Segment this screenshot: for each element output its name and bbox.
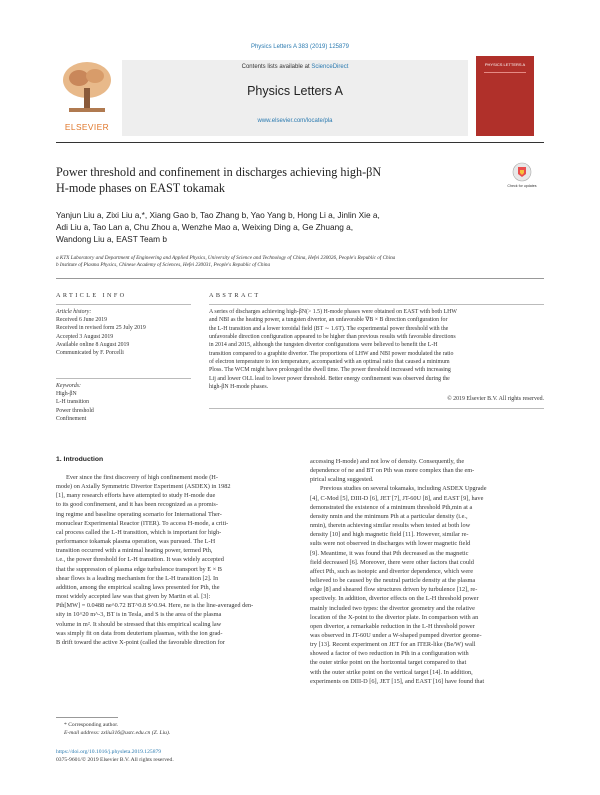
keyword-item: L-H transition (56, 399, 90, 406)
body-line: sults were not observed in discharges with lower magnetic field (310, 540, 471, 548)
doi-link[interactable]: https://doi.org/10.1016/j.physleta.2019.125879 (56, 749, 162, 755)
body-line: experiments on DIII-D [6], JET [15], and EAST [16] have found that (310, 677, 485, 685)
author-list (56, 209, 536, 245)
history-received: Received 6 June 2019 (56, 317, 108, 324)
body-line: performance tokamak plasma operation, was pursued. The L-H (56, 538, 216, 546)
keyword-item: Power threshold (56, 407, 94, 414)
abstract-line: high-βN H-mode phases. (209, 384, 269, 391)
body-line: mainly included two types: the divertor geometry and the relative (310, 604, 475, 612)
authors-line-3: Wandong Liu a, EAST Team b (56, 234, 167, 244)
footnotes (56, 721, 296, 737)
history-communicated: Communicated by F. Porcelli (56, 350, 124, 357)
affiliation-a: a KTX Laboratory and Department of Engineering and Applied Physics, University of Science and Technology of China, Hefei 230026, People's Republic of China (56, 255, 396, 261)
body-line: [9]. Meantime, it was found that Pth decreased as the magnetic (310, 549, 469, 557)
history-heading: Article history: (56, 309, 92, 315)
body-line: shear flows is a leading mechanism for the L-H transition [2]. In (56, 574, 219, 582)
journal-name: Physics Letters A (247, 84, 343, 98)
abstract-line: A series of discharges achieving high-βN(> 1.5) H-mode phases were obtained on EAST with both LHW (209, 309, 457, 315)
body-line: accessing H-mode) and not low of density. Consequently, the (310, 458, 465, 465)
body-line: location of the X-point to the divertor plate. In comparison with an (310, 613, 479, 621)
history-online: Available online 8 August 2019 (56, 341, 130, 348)
history-revised: Received in revised form 25 July 2019 (56, 325, 146, 332)
cover-line (484, 72, 526, 73)
keywords-rule (56, 378, 191, 379)
body-line: affect Pth, such as isotopic and divertor dependence, which were (310, 567, 474, 575)
journal-url[interactable]: www.elsevier.com/locate/pla (257, 118, 333, 124)
abstract (209, 292, 544, 402)
publisher-wordmark: ELSEVIER (64, 122, 110, 132)
body-line: showed a factor of two reduction in Pth in a configuration with (310, 650, 469, 658)
body-line: to its good confinement, and it has been recognized as a promis- (56, 501, 218, 509)
right-column-text (310, 457, 544, 686)
abstract-line: transition compared to a graphite divertor. The proportions of LHW and NBI power modulated the ratio (209, 350, 454, 357)
abstract-bottom-rule (209, 408, 544, 409)
body-line: dependence of ne and BT on Pth was more complex than the em- (310, 467, 475, 475)
abstract-rule (209, 304, 544, 305)
contents-prefix: Contents lists available at (241, 64, 312, 70)
journal-reference[interactable]: Physics Letters A 383 (2019) 125879 (250, 44, 350, 50)
body-line: mode) on Axially Symmetric Divertor Experiment (ASDEX) in 1982 (56, 483, 231, 491)
body-line: spectively. In addition, divertor effects on the L-H threshold power (310, 595, 479, 603)
body-line: was observed in JT-60U under a W-shaped pumped divertor geome- (310, 631, 482, 639)
body-line: cal process called the L-H transition, which is important for high- (56, 528, 222, 536)
email-address[interactable]: E-mail address: zxliu316@ustc.edu.cn (Z. Liu). (64, 730, 171, 736)
abstract-line: of electron temperature to ion temperature, accompanied with an optimal ratio that caused a minimum (209, 359, 450, 366)
check-updates-badge[interactable] (507, 162, 537, 198)
body-line: nmin), therein achieving similar results when tested at both low (310, 522, 471, 530)
body-line: Previous studies on several tokamaks, including ASDEX Upgrade (320, 485, 487, 493)
elsevier-logo[interactable] (56, 56, 118, 138)
check-updates-icon (512, 162, 532, 182)
abstract-line: Lij and lower OLL lead to lower power threshold. Better energy confinement was observed during the (209, 375, 450, 382)
sciencedirect-link[interactable]: ScienceDirect (311, 64, 349, 70)
keywords-heading: Keywords: (56, 383, 81, 389)
right-column (310, 457, 544, 686)
affiliations-rule (56, 278, 544, 279)
body-line: Pth[MW] = 0.0488 ne^0.72 BT^0.8 S^0.94. Here, ne is the line-averaged den- (56, 602, 254, 610)
journal-header (56, 56, 536, 138)
abstract-line: and NBI as the heating power, a tungsten divertor, an unfavorable ∇B × B direction configuration for (209, 317, 448, 324)
body-line: pirical scaling suggested. (310, 476, 374, 484)
body-line: [1], many research efforts have attempted to study H-mode due (56, 492, 216, 500)
body-line: the outer strike point on the horizontal target compared to that (310, 659, 467, 667)
check-updates-label: Check for updates (507, 184, 537, 188)
article-history (56, 308, 191, 357)
body-line: believed to be caused by the neutral particle density at the plasma (310, 577, 476, 585)
body-line: field decreased [6]. Moreover, there were other factors that could (310, 558, 474, 566)
elsevier-tree-icon (59, 58, 115, 118)
abstract-line: Ploss. The WCM might have prolonged the dwell time. The power threshold increased with increasing (209, 367, 451, 374)
body-line: density nmin and the minimum Pth at a particular density (i.e., (310, 512, 468, 520)
body-line: was simply fit on data from deuterium plasmas, with the ion grad- (56, 629, 223, 637)
body-line: with the outer strike point on the vertical target [14]. In addition, (310, 668, 473, 676)
article-info-heading: ARTICLE INFO (56, 292, 127, 299)
section-heading: 1. Introduction (56, 456, 104, 463)
body-line: demonstrated the existence of a minimum threshold Pth,min at a (310, 503, 473, 511)
keyword-item: Confinement (56, 415, 87, 422)
journal-cover[interactable] (476, 56, 534, 136)
abstract-heading: ABSTRACT (209, 292, 261, 299)
history-accepted: Accepted 3 August 2019 (56, 333, 114, 340)
copyright-notice: © 2019 Elsevier B.V. All rights reserved. (447, 396, 544, 402)
body-line: density [10] and high magnetic field [11]. However, similar re- (310, 531, 469, 539)
authors-line-1: Yanjun Liu a, Zixi Liu a,*, Xiang Gao b, Tao Zhang b, Yao Yang b, Hong Li a, Jinlin Xie a, (56, 210, 380, 220)
body-line: open divertor, a remarkable reduction in the L-H threshold power (310, 622, 475, 630)
body-line: most widely accepted law was that given by Martin et al. [3]: (56, 593, 211, 601)
title-line-1: Power threshold and confinement in discharges achieving high-βN (56, 165, 382, 179)
introduction-text (56, 473, 296, 647)
keywords (56, 382, 191, 423)
body-line: monuclear Experimental Reactor (ITER). To access H-mode, a criti- (56, 519, 229, 527)
left-column (56, 456, 296, 647)
footnote-rule (56, 717, 118, 718)
header-panel (122, 60, 468, 136)
affiliations (56, 255, 536, 269)
abstract-line: unfavorable direction configuration appeared to be higher than previous results with favorable directions (209, 334, 456, 341)
body-line: try [13]. Recent experiment on JET for an ITER-like (Be/W) wall (310, 641, 476, 649)
body-line: that the suppression of plasma edge turbulence transport by E × B (56, 565, 223, 573)
abstract-text (209, 308, 544, 391)
body-line: addition, among the empirical scaling laws presented for Pth, the (56, 583, 220, 591)
article-info-rule (56, 304, 191, 305)
article-title (56, 165, 496, 196)
corresponding-author: * Corresponding author. (64, 722, 119, 728)
body-line: B drift toward the active X-point (called the favorable direction for (56, 638, 225, 646)
issn-line: 0375-9601/© 2019 Elsevier B.V. All rights reserved. (56, 757, 174, 763)
header-rule (56, 142, 544, 143)
affiliation-b: b Institute of Plasma Physics, Chinese Academy of Sciences, Hefei 230031, People's Republic of China (56, 262, 271, 268)
doi-block (56, 748, 356, 764)
body-line: i.e., the power threshold for L-H transition. It was widely accepted (56, 556, 224, 564)
body-line: volume in m². It should be stressed that this empirical scaling law (56, 620, 222, 628)
authors-line-2: Adi Liu a, Tao Lan a, Chu Zhou a, Wenzhe Mao a, Weixing Ding a, Ge Zhuang a, (56, 222, 354, 232)
title-line-2: H-mode phases on EAST tokamak (56, 180, 226, 195)
body-line: Ever since the first discovery of high confinement mode (H- (66, 474, 218, 481)
keyword-item: High-βN (56, 391, 77, 398)
body-line: [4], C-Mod [5], DIII-D [6], JET [7], JT-60U [8], and EAST [9], have (310, 494, 484, 502)
cover-title: PHYSICS LETTERS A (484, 62, 526, 67)
abstract-line: the L-H transition and a lower toroidal field (BT ∼ 1.6T). The experimental power threshold with the (209, 325, 449, 332)
body-line: transition occurred with a minimal heating power, termed Pth, (56, 547, 213, 555)
body-line: ing regime and baseline operating scenario for International Ther- (56, 510, 222, 518)
body-line: edge [8] and sheared flow structures driven by turbulence [12], re- (310, 586, 478, 594)
abstract-line: in 2014 and 2015, although the tungsten divertor configurations were believed to benefit the L-H (209, 342, 438, 349)
body-line: sity in 10^20 m^-3, BT is in Tesla, and S is the area of the plasma (56, 611, 222, 619)
article-info (56, 292, 191, 422)
contents-line (122, 64, 468, 70)
